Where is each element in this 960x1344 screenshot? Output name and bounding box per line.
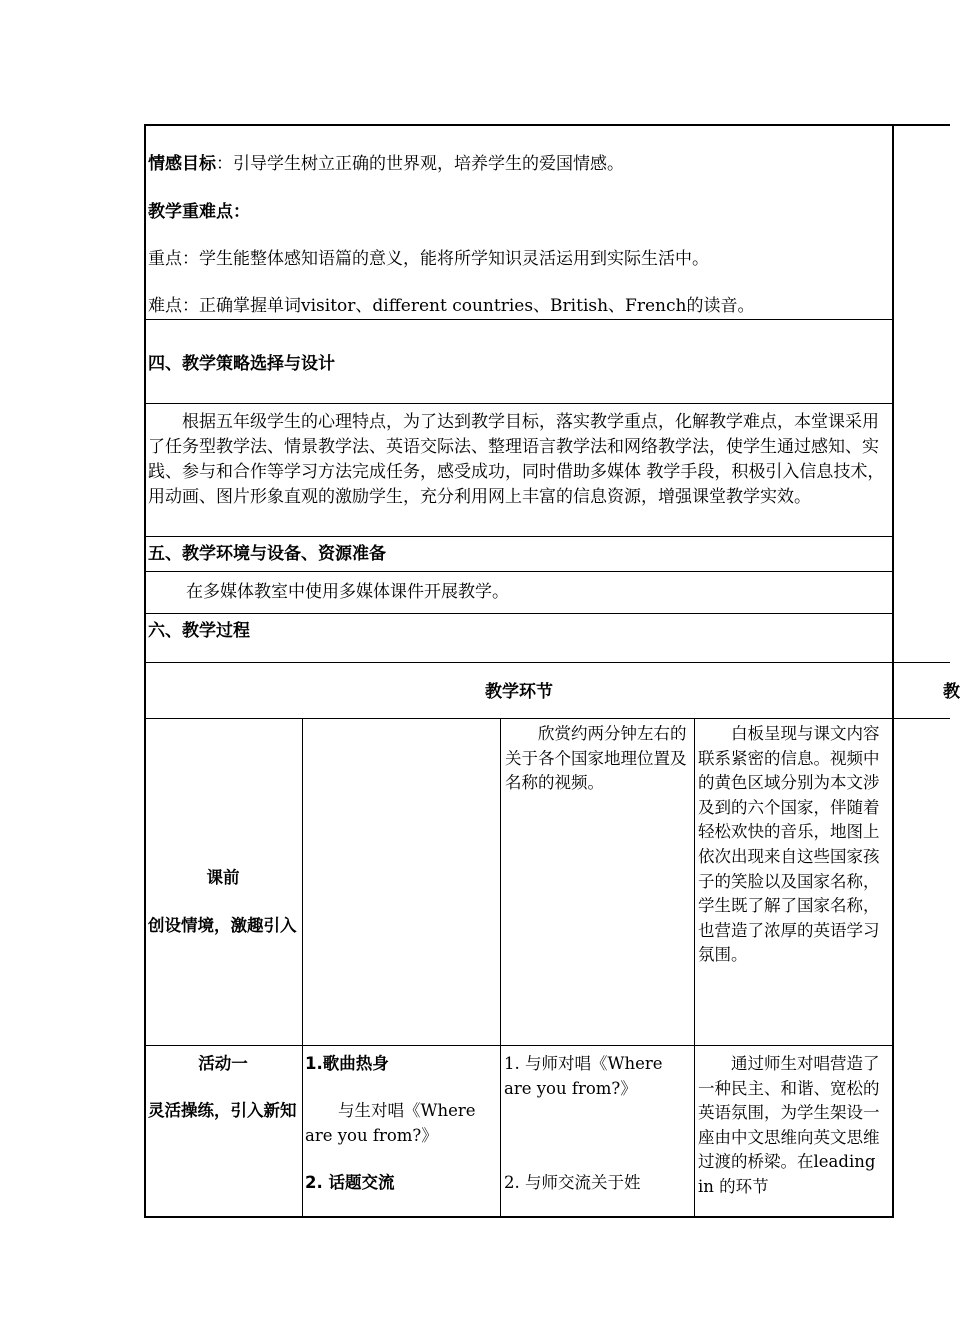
clipped-column-border [893,124,894,1218]
row2-stage-title: 活动一 [198,1054,248,1073]
clipped-column-header-bottom [893,718,950,719]
emotion-goal-label: 情感目标 [148,154,216,174]
divider [145,319,893,320]
divider [145,613,893,614]
clipped-column-top [893,124,950,126]
key-point: 重点：学生能整体感知语篇的意义，能将所学知识灵活运用到实际生活中。 [148,249,709,269]
difficult-point: 难点：正确掌握单词visitor、different countries、British、French的读音。 [148,296,755,316]
section6-heading: 六、教学过程 [148,621,250,641]
divider [145,536,893,537]
column-divider [500,718,501,1218]
divider [145,718,893,719]
row2-design-intent: 通过师生对唱营造了一种民主、和谐、宽松的英语氛围，为学生架设一座由中文思维向英文思维过渡的桥梁。在leading in 的环节 [698,1054,880,1196]
emotion-goal-text: ：引导学生树立正确的世界观，培养学生的爱国情感。 [216,154,624,174]
emotion-goal [148,152,624,177]
table-header-stage: 教学环节 [485,682,553,702]
row1-stage-title: 课前 [206,868,240,887]
row2-student-step1: 1. 与师对唱《Where are you from?》 [504,1054,663,1098]
row1-design-intent: 白板呈现与课文内容联系紧密的信息。视频中的黄色区域分别为本文涉及到的六个国家，伴随着轻松欢快的音乐，地图上依次出现来自这些国家孩子的笑脸以及国家名称，学生既了解了国家名称，也营造了浓厚的英语学习氛围。 [698,724,880,965]
row1-student-activity: 欣赏约两分钟左右的关于各个国家地理位置及名称的视频。 [505,724,687,793]
divider [145,403,893,404]
divider [145,662,893,663]
column-divider [302,718,303,1218]
row1-stage-subtitle: 创设情境，激趣引入 [148,916,297,935]
section5-heading: 五、教学环境与设备、资源准备 [148,544,386,564]
clipped-column-header-top [893,662,950,663]
divider [145,571,893,572]
section5-body: 在多媒体教室中使用多媒体课件开展教学。 [186,582,509,602]
row2-student-step2: 2. 与师交流关于姓 [504,1173,641,1192]
table-header-clipped: 教 [943,682,960,702]
row2-teacher-step1-title: 1.歌曲热身 [305,1054,389,1073]
row2-stage-subtitle: 灵活操练，引入新知 [148,1101,297,1120]
section4-heading: 四、教学策略选择与设计 [148,354,335,374]
section4-body: 根据五年级学生的心理特点，为了达到教学目标，落实教学重点，化解教学难点，本堂课采用 了任务型教学法、情景教学法、英语交际法、整理语言教学法和网络教学法，使学生通过感知、实践、参与和合作等学习方法完成任务，感受成功，同时借助多媒体 教学手段，积极引入信息技术，用动画、图片形象直观的激励学生，充分利用网上丰富的信息资源，增强课堂教学实效。 [148,412,885,507]
key-difficult-heading: 教学重难点： [148,202,250,222]
row2-teacher-step2-title: 2. 话题交流 [305,1173,395,1192]
row2-teacher-step1-text: 与生对唱《Where are you from?》 [305,1101,476,1145]
column-divider [694,718,695,1218]
divider [145,1045,893,1046]
